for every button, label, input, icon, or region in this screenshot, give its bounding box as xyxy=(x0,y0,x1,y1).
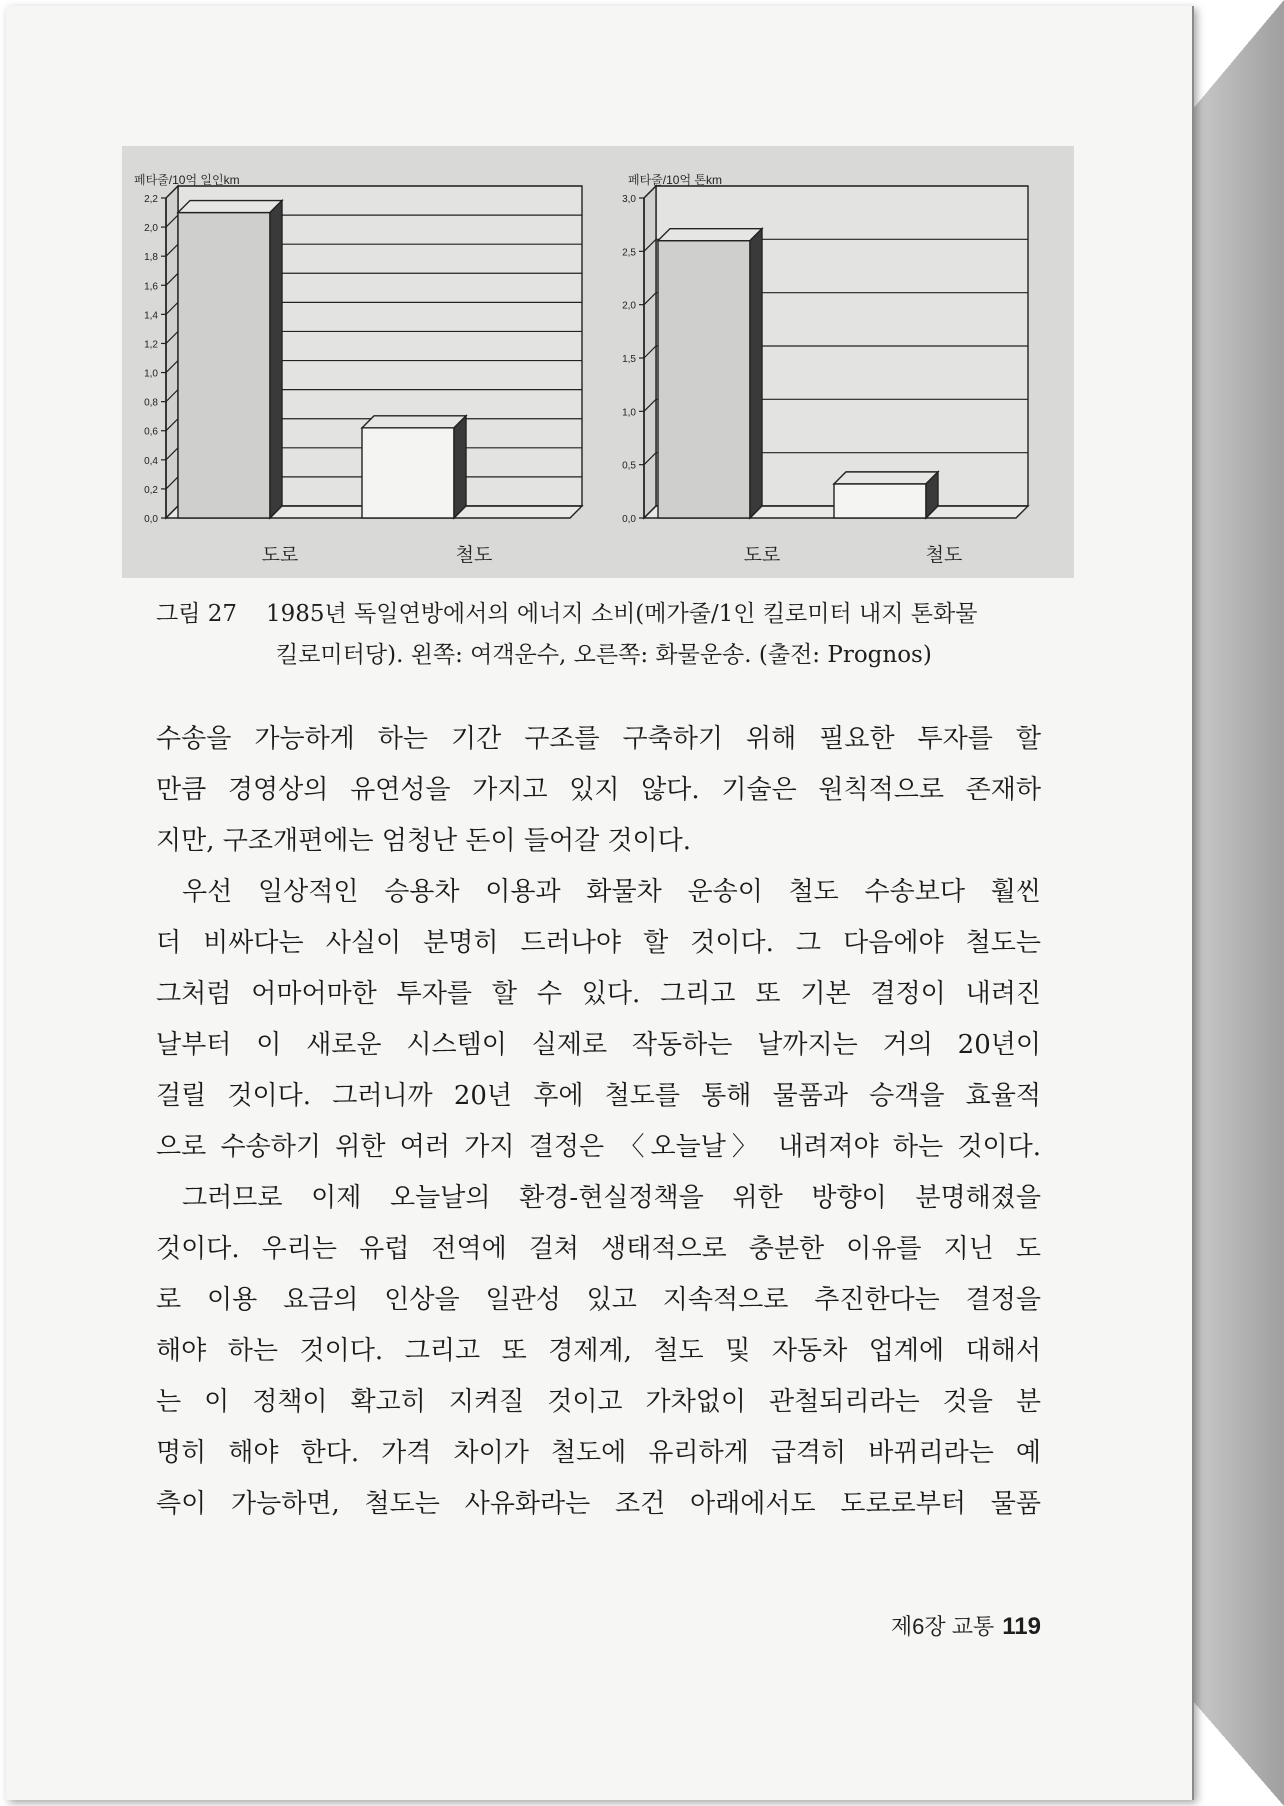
book-edge-top xyxy=(1192,0,1284,110)
y-tick-label: 0,8 xyxy=(144,397,158,409)
y-tick-label: 1,0 xyxy=(622,407,636,419)
caption-line-1 xyxy=(156,594,1056,635)
text-line: 우선 일상적인 승용차 이용과 화물차 운송이 철도 수송보다 훨씬 xyxy=(182,877,1041,907)
y-axis-label: 페타줄/10억 톤km xyxy=(628,173,722,187)
y-tick-label: 1,2 xyxy=(144,339,158,351)
text-line: 것이다. 우리는 유럽 전역에 걸쳐 생태적으로 충분한 이유를 지닌 도 xyxy=(156,1234,1041,1264)
y-tick-label: 1,0 xyxy=(144,368,158,380)
y-tick-label: 0,4 xyxy=(144,455,158,467)
y-tick-label: 2,5 xyxy=(622,247,636,259)
text-line: 더 비싸다는 사실이 분명히 드러나야 할 것이다. 그 다음에야 철도는 xyxy=(156,928,1041,958)
y-tick-label: 0,0 xyxy=(622,514,636,525)
caption-text-1: 1985년 독일연방에서의 에너지 소비(메가줄/1인 킬로미터 내지 톤화물 xyxy=(266,601,978,627)
y-tick-label: 1,5 xyxy=(622,354,636,365)
text-line: 으로 수송하기 위한 여러 가지 결정은 〈오늘날〉 내려져야 하는 것이다. xyxy=(156,1132,1041,1162)
bar-top xyxy=(834,472,938,484)
bar-front xyxy=(658,241,750,518)
book-edge xyxy=(1192,0,1284,1806)
figure-27 xyxy=(122,146,1074,578)
text-line: 수송을 가능하게 하는 기간 구조를 구축하기 위해 필요한 투자를 할 xyxy=(156,724,1041,754)
bar-side xyxy=(750,229,762,518)
y-tick-label: 2,2 xyxy=(144,194,158,205)
energy-bar-charts xyxy=(122,146,1074,578)
x-category-label: 철도 xyxy=(455,545,493,566)
x-category-label: 철도 xyxy=(925,545,963,566)
text-line: 는 이 정책이 확고히 지켜질 것이고 가차없이 관철되리라는 것을 분 xyxy=(156,1387,1041,1417)
text-line: 지만, 구조개편에는 엄청난 돈이 들어갈 것이다. xyxy=(156,826,692,856)
bar-side xyxy=(270,201,282,518)
y-tick-label: 3,0 xyxy=(622,194,636,205)
chart-side-wall xyxy=(166,186,178,518)
text-line: 그처럼 어마어마한 투자를 할 수 있다. 그리고 또 기본 결정이 내려진 xyxy=(156,979,1041,1009)
y-tick-label: 2,0 xyxy=(622,300,636,312)
bar-top xyxy=(658,229,762,241)
y-tick-label: 1,4 xyxy=(144,310,158,322)
book-edge-bottom xyxy=(1192,1700,1284,1806)
book-page xyxy=(6,6,1194,1800)
text-line: 명히 해야 한다. 가격 차이가 철도에 유리하게 급격히 바뀌리라는 예 xyxy=(156,1438,1041,1468)
bar-top xyxy=(362,416,466,428)
caption-number: 그림 27 xyxy=(156,601,238,627)
x-category-label: 도로 xyxy=(261,545,299,566)
bar-top xyxy=(178,201,282,213)
bar-side xyxy=(454,416,466,518)
y-tick-label: 2,0 xyxy=(144,223,158,235)
y-tick-label: 1,6 xyxy=(144,281,158,293)
caption-line-2: 킬로미터당). 왼쪽: 여객운수, 오른쪽: 화물운송. (출전: Prognos) xyxy=(276,642,932,668)
text-line: 해야 하는 것이다. 그리고 또 경제계, 철도 및 자동차 업계에 대해서 xyxy=(156,1336,1041,1366)
y-axis-label: 페타줄/10억 일인km xyxy=(134,173,240,187)
text-line: 로 이용 요금의 인상을 일관성 있고 지속적으로 추진한다는 결정을 xyxy=(156,1285,1041,1315)
chapter-title: 제6장 교통 xyxy=(890,1614,995,1639)
text-line: 측이 가능하면, 철도는 사유화라는 조건 아래에서도 도로로부터 물품 xyxy=(156,1489,1041,1519)
body-text xyxy=(156,714,1041,1530)
bar-front xyxy=(178,213,270,518)
text-line: 만큼 경영상의 유연성을 가지고 있지 않다. 기술은 원칙적으로 존재하 xyxy=(156,775,1041,805)
text-line: 날부터 이 새로운 시스템이 실제로 작동하는 날까지는 거의 20년이 xyxy=(156,1030,1041,1060)
text-line: 그러므로 이제 오늘날의 환경-현실정책을 위한 방향이 분명해졌을 xyxy=(182,1183,1041,1213)
bar-front xyxy=(834,484,926,518)
y-tick-label: 0,6 xyxy=(144,426,158,438)
y-tick-label: 0,5 xyxy=(622,460,636,472)
y-tick-label: 1,8 xyxy=(144,252,158,264)
page-number: 119 xyxy=(1002,1613,1041,1640)
bar-front xyxy=(362,428,454,518)
figure-caption xyxy=(156,594,1056,676)
y-tick-label: 0,2 xyxy=(144,484,158,496)
x-category-label: 도로 xyxy=(743,545,781,566)
page-footer xyxy=(826,1610,1041,1641)
text-line: 걸릴 것이다. 그러니까 20년 후에 철도를 통해 물품과 승객을 효율적 xyxy=(156,1081,1041,1111)
y-tick-label: 0,0 xyxy=(144,514,158,525)
